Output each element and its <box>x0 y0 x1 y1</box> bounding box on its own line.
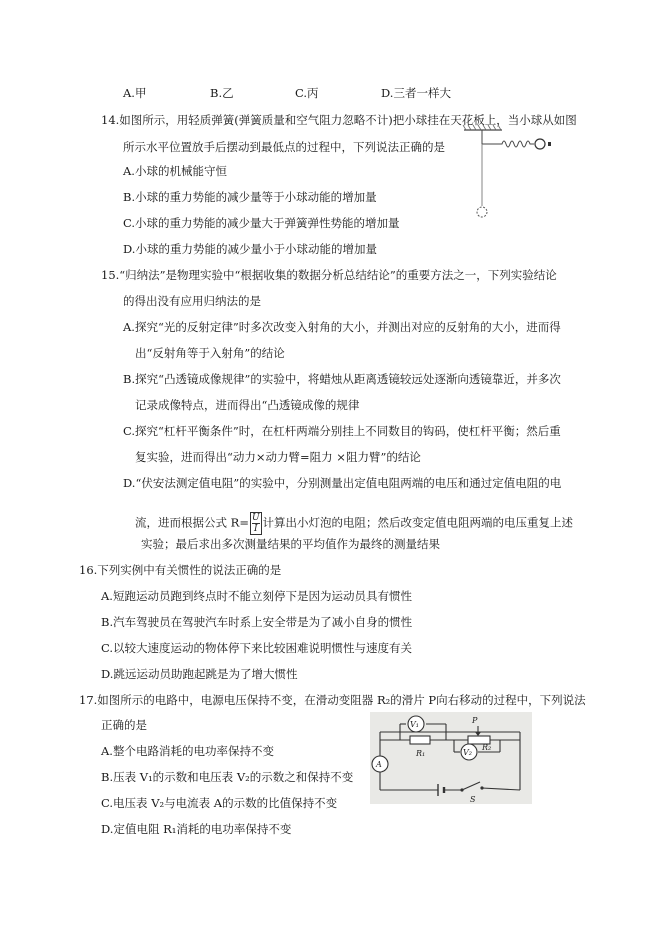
q16-option-a: A.短跑运动员跑到终点时不能立刻停下是因为运动员具有惯性 <box>101 589 412 603</box>
q16-option-c: C.以较大速度运动的物体停下来比较困难说明惯性与速度有关 <box>101 641 413 655</box>
formula-fraction <box>250 512 262 535</box>
q13-option-a: A.甲 <box>123 86 147 100</box>
circuit-diagram <box>370 712 532 804</box>
q15-option-b-line1: B.探究“凸透镜成像规律”的实验中，将蜡烛从距离透镜较远处逐渐向透镜靠近，并多次 <box>123 372 561 386</box>
q15-option-d-line2 <box>135 512 573 535</box>
v2-meter-label: V₂ <box>463 748 472 757</box>
q14-option-c: C.小球的重力势能的减少量大于弹簧弹性势能的增加量 <box>123 216 400 230</box>
q17-option-a: A.整个电路消耗的电功率保持不变 <box>101 744 274 758</box>
q15-option-d-line1: D.“伏安法测定值电阻”的实验中，分别测量出定值电阻两端的电压和通过定值电阻的电 <box>123 476 562 490</box>
switch-s-label: S <box>470 795 476 804</box>
q15-option-a-line2: 出“反射角等于入射角”的结论 <box>135 346 285 360</box>
q14-option-d: D.小球的重力势能的减少量小于小球动能的增加量 <box>123 242 377 256</box>
q17-option-d: D.定值电阻 R₁消耗的电功率保持不变 <box>101 822 292 836</box>
q13-option-b: B.乙 <box>210 86 234 100</box>
q13-option-c: C.丙 <box>295 86 319 100</box>
q15-option-c-line2: 复实验，进而得出“动力×动力臂=阻力 ×阻力臂”的结论 <box>135 450 421 464</box>
q15-option-d-text-before-formula: 流，进而根据公式 R= <box>135 515 249 530</box>
q15-stem-line1: 15.“归纳法”是物理实验中“根据收集的数据分析总结结论”的重要方法之一，下列实验结论 <box>101 268 557 282</box>
q15-stem-line2: 的得出没有应用归纳法的是 <box>123 294 261 308</box>
ammeter-label: A <box>376 760 382 769</box>
q17-option-c: C.电压表 V₂与电流表 A的示数的比值保持不变 <box>101 796 338 810</box>
r1-label: R₁ <box>416 749 426 758</box>
q16-stem: 16.下列实例中有关惯性的说法正确的是 <box>79 563 282 577</box>
spring-pendulum-figure <box>458 124 554 224</box>
formula-numerator: U <box>251 513 260 523</box>
q14-option-b: B.小球的重力势能的减少量等于小球动能的增加量 <box>123 190 377 204</box>
q14-stem-line1: 14.如图所示，用轻质弹簧(弹簧质量和空气阻力忽略不计)把小球挂在天花板上，当小球从如图 <box>101 113 577 127</box>
formula-denominator: I <box>253 524 258 534</box>
v1-meter-label: V₁ <box>410 720 419 729</box>
q16-option-b: B.汽车驾驶员在驾驶汽车时系上安全带是为了减小自身的惯性 <box>101 615 413 629</box>
q15-option-d-text-after-formula: 计算出小灯泡的电阻；然后改变定值电阻两端的电压重复上述 <box>262 515 574 530</box>
q17-stem-line1: 17.如图所示的电路中，电源电压保持不变，在滑动变阻器 R₂的滑片 P向右移动的过程中，下列说法 <box>79 693 586 707</box>
q14-stem-line2: 所示水平位置放手后摆动到最低点的过程中，下列说法正确的是 <box>123 140 445 154</box>
q13-option-d: D.三者一样大 <box>381 86 451 100</box>
q17-option-b: B.压表 V₁的示数和电压表 V₂的示数之和保持不变 <box>101 770 354 784</box>
q17-stem-line2: 正确的是 <box>101 718 147 732</box>
q15-option-a-line1: A.探究“光的反射定律”时多次改变入射角的大小，并测出对应的反射角的大小，进而得 <box>123 320 561 334</box>
slider-p-label: P <box>472 716 478 725</box>
q14-option-a: A.小球的机械能守恒 <box>123 164 227 178</box>
r2-label: R₂ <box>482 743 492 752</box>
q15-option-c-line1: C.探究“杠杆平衡条件”时，在杠杆两端分别挂上不同数目的钩码，使杠杆平衡；然后重 <box>123 424 561 438</box>
q15-option-d-line3: 实验；最后求出多次测量结果的平均值作为最终的测量结果 <box>141 537 440 551</box>
q15-option-b-line2: 记录成像特点，进而得出“凸透镜成像的规律 <box>135 398 360 412</box>
q16-option-d: D.跳远运动员助跑起跳是为了增大惯性 <box>101 667 298 681</box>
